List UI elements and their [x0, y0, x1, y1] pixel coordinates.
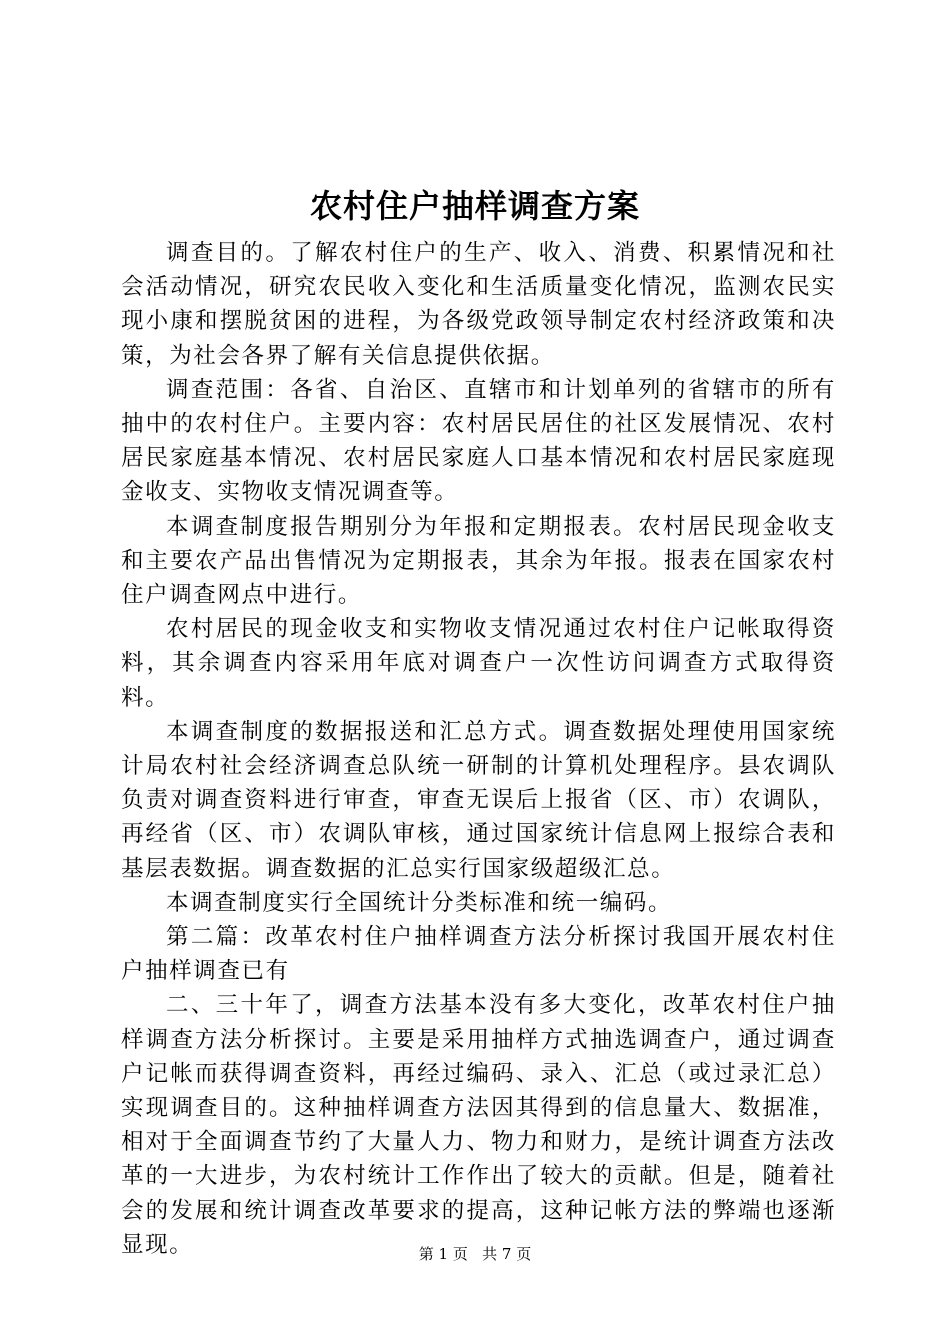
paragraph-reporting-period: 本调查制度报告期别分为年报和定期报表。农村居民现金收支和主要农产品出售情况为定期报表，其余为年报。报表在国家农村住户调查网点中进行。	[121, 513, 836, 609]
paragraph-data-submission: 本调查制度的数据报送和汇总方式。调查数据处理使用国家统计局农村社会经济调查总队统一研制的计算机处理程序。县农调队负责对调查资料进行审查，审查无误后上报省（区、市）农调队，再经省（区、市）农调队审核，通过国家统计信息网上报综合表和基层表数据。调查数据的汇总实行国家级超级汇总。	[121, 718, 836, 882]
paragraph-purpose: 调查目的。了解农村住户的生产、收入、消费、积累情况和社会活动情况，研究农民收入变化和生活质量变化情况，监测农民实现小康和摆脱贫困的进程，为各级党政领导制定农村经济政策和决策，为社会各界了解有关信息提供依据。	[121, 240, 836, 369]
document-body	[121, 236, 836, 1262]
document-title: 农村住户抽样调查方案	[309, 187, 640, 225]
page-number-label: 第 1 页 共 7 页	[418, 1245, 532, 1263]
page-footer	[0, 1244, 950, 1264]
paragraph-part-two-body: 二、三十年了，调查方法基本没有多大变化，改革农村住户抽样调查方法分析探讨。主要是采用抽样方式抽选调查户，通过调查户记帐而获得调查资料，再经过编码、录入、汇总（或过录汇总）实现调查目的。这种抽样调查方法因其得到的信息量大、数据准，相对于全面调查节约了大量人力、物力和财力，是统计调查方法改革的一大进步，为农村统计工作作出了较大的贡献。但是，随着社会的发展和统计调查改革要求的提高，这种记帐方法的弊端也逐渐显现。	[121, 992, 836, 1258]
paragraph-scope: 调查范围：各省、自治区、直辖市和计划单列的省辖市的所有抽中的农村住户。主要内容：农村居民居住的社区发展情况、农村居民家庭基本情况、农村居民家庭人口基本情况和农村居民家庭现金收支、实物收支情况调查等。	[121, 376, 836, 506]
paragraph-part-two-heading: 第二篇：改革农村住户抽样调查方法分析探讨我国开展农村住户抽样调查已有	[121, 924, 836, 985]
paragraph-data-sources: 农村居民的现金收支和实物收支情况通过农村住户记帐取得资料，其余调查内容采用年底对调查户一次性访问调查方式取得资料。	[121, 616, 836, 711]
paragraph-standards: 本调查制度实行全国统计分类标准和统一编码。	[166, 889, 673, 916]
